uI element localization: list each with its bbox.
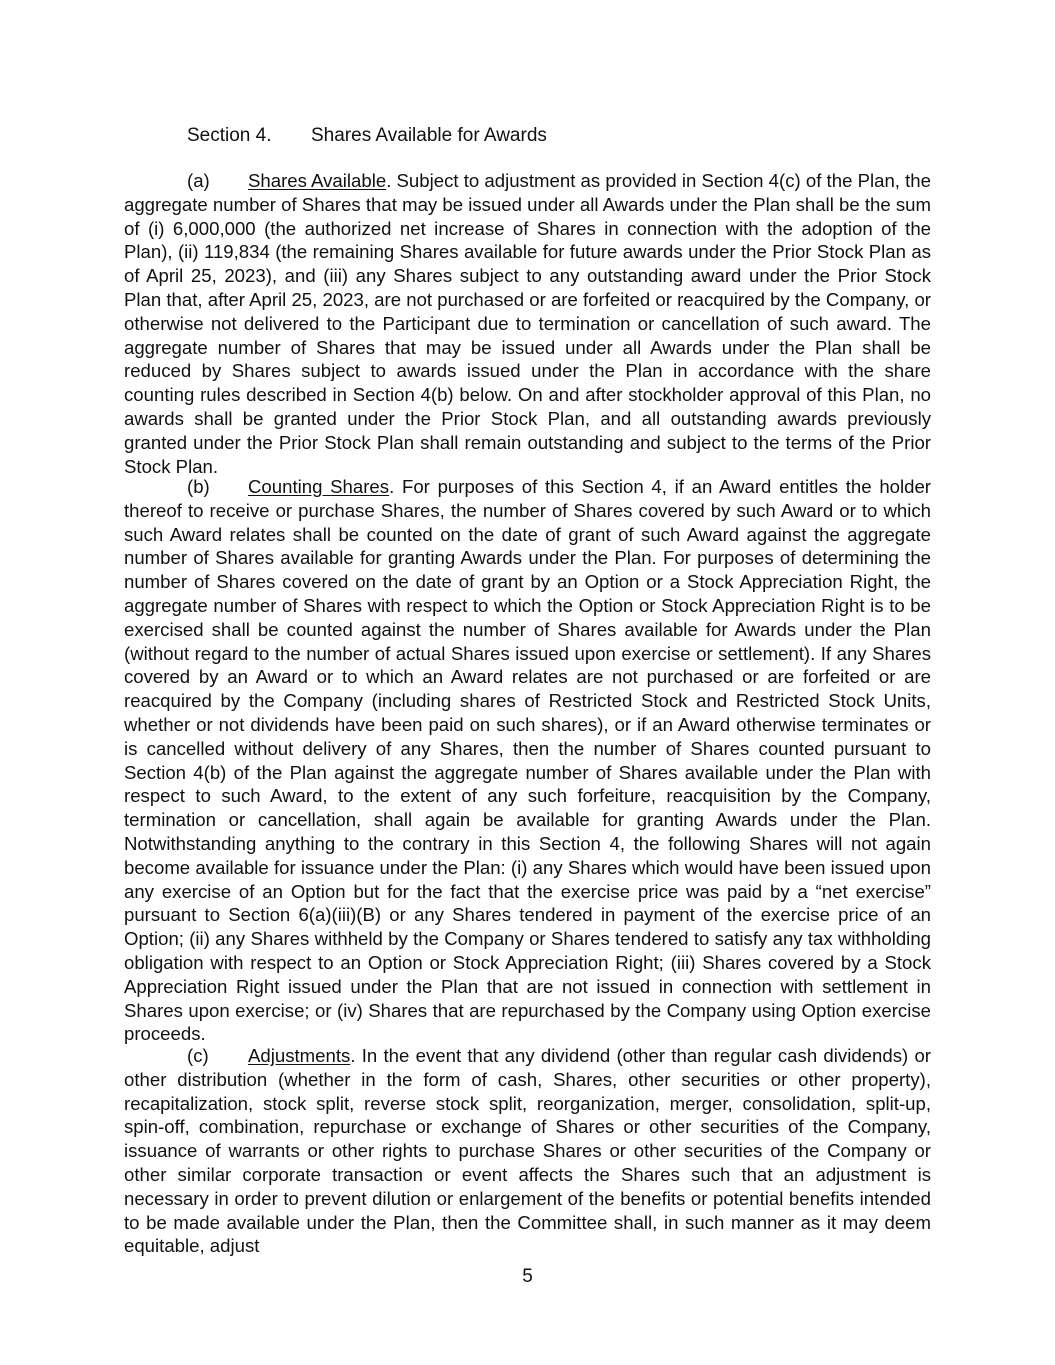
paragraph-shares-available (124, 169, 931, 478)
page-number: 5 (522, 1266, 533, 1287)
paragraph-label: (c) (187, 1045, 209, 1066)
paragraph-title: Adjustments (248, 1045, 351, 1066)
paragraph-label: (b) (187, 476, 210, 497)
paragraph-adjustments (124, 1044, 931, 1258)
paragraph-title: Shares Available (248, 170, 387, 191)
paragraph-body: . For purposes of this Section 4, if an Award entitles the holder thereof to receive or purchase Shares, the number of Shares covered by such Award or to which such Award relates shall be counted on the date of grant of such Award against the aggregate number of Shares available for granting Awards under the Plan. For purposes of determining the number of Shares covered on the date of grant by an Option or a Stock Appreciation Right, the aggregate number of Shares with respect to which the Option or Stock Appreciation Right is to be exercised shall be counted against the number of Shares available for Awards under the Plan (without regard to the number of actual Shares issued upon exercise or settlement). If any Shares covered by an Award or to which an Award relates are not purchased or are forfeited or are reacquired by the Company (including shares of Restricted Stock and Restricted Stock Units, whether or not dividends have been paid on such shares), or if an Award otherwise terminates or is cancelled without delivery of any Shares, then the number of Shares counted pursuant to Section 4(b) of the Plan against the aggregate number of Shares available under the Plan with respect to such Award, to the extent of any such forfeiture, reacquisition by the Company, termination or cancellation, shall again be available for granting Awards under the Plan. Notwithstanding anything to the contrary in this Section 4, the following Shares will not again become available for issuance under the Plan: (i) any Shares which would have been issued upon any exercise of an Option but for the fact that the exercise price was paid by a “net exercise” pursuant to Section 6(a)(iii)(B) or any Shares tendered in payment of the exercise price of an Option; (ii) any Shares withheld by the Company or Shares tendered to satisfy any tax withholding obligation with respect to an Option or Stock Appreciation Right; (iii) Shares covered by a Stock Appreciation Right issued under the Plan that are not issued in connection with settlement in Shares upon exercise; or (iv) Shares that are repurchased by the Company using Option exercise proceeds. (124, 476, 932, 1045)
section-heading (187, 124, 547, 148)
paragraph-label: (a) (187, 170, 210, 191)
paragraph-body: . In the event that any dividend (other than regular cash dividends) or other distribution (whether in the form of cash, Shares, other securities or other property), recapitalization, stock split, reverse stock split, reorganization, merger, consolidation, split-up, spin-off, combination, repurchase or exchange of Shares or other securities of the Company, issuance of warrants or other rights to purchase Shares or other securities of the Company or other similar corporate transaction or event affects the Shares such that an adjustment is necessary in order to prevent dilution or enlargement of the benefits or potential benefits intended to be made available under the Plan, then the Committee shall, in such manner as it may deem equitable, adjust (124, 1045, 931, 1257)
paragraph-body: . Subject to adjustment as provided in Section 4(c) of the Plan, the aggregate number of Shares that may be issued under all Awards under the Plan shall be the sum of (i) 6,000,000 (the authorized net increase of Shares in connection with the adoption of the Plan), (ii) 119,834 (the remaining Shares available for future awards under the Prior Stock Plan as of April 25, 2023), and (iii) any Shares subject to any outstanding award under the Prior Stock Plan that, after April 25, 2023, are not purchased or are forfeited or reacquired by the Company, or otherwise not delivered to the Participant due to termination or cancellation of such award. The aggregate number of Shares that may be issued under all Awards under the Plan shall be reduced by Shares subject to awards issued under the Plan in accordance with the share counting rules described in Section 4(b) below. On and after stockholder approval of this Plan, no awards shall be granted under the Prior Stock Plan, and all outstanding awards previously granted under the Prior Stock Plan shall remain outstanding and subject to the terms of the Prior Stock Plan. (124, 170, 931, 477)
paragraph-title: Counting Shares (248, 476, 390, 497)
section-number: Section 4. (187, 125, 272, 146)
section-title: Shares Available for Awards (311, 125, 547, 146)
paragraph-counting-shares (124, 475, 931, 1046)
